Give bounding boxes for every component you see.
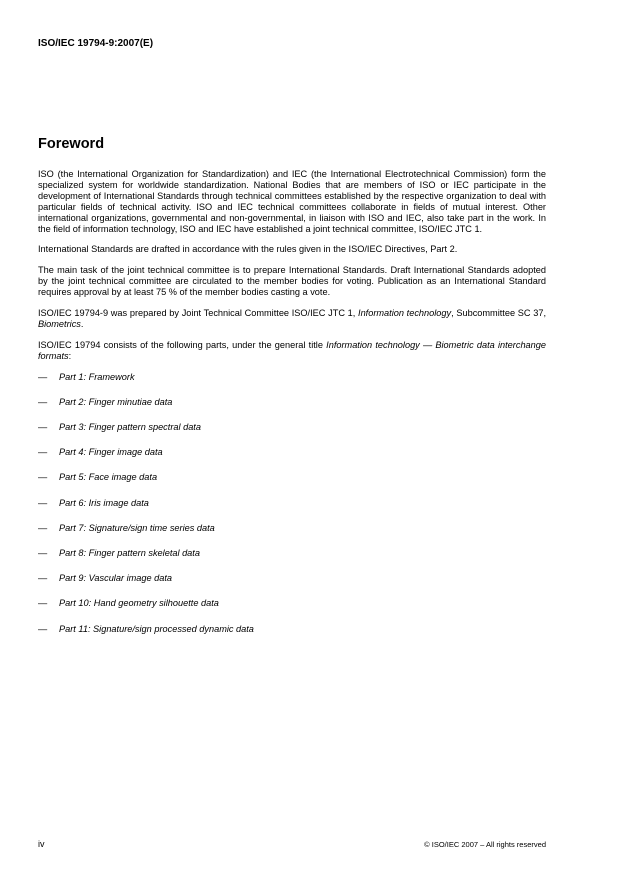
paragraph-prepared-by [38, 308, 546, 330]
copyright-notice: © ISO/IEC 2007 – All rights reserved [424, 840, 546, 849]
list-item [38, 447, 546, 472]
dash: — [38, 472, 48, 483]
part-title: Part 5: Face image data [59, 472, 158, 483]
list-item [38, 472, 546, 497]
subcommittee-name: Biometrics [38, 318, 81, 329]
list-item [38, 573, 546, 598]
part-title: Part 11: Signature/sign processed dynamic data [59, 623, 254, 634]
part-title: Part 3: Finger pattern spectral data [59, 422, 201, 433]
page-number: iv [38, 839, 45, 849]
parts-list [38, 372, 546, 649]
paragraph-directives: International Standards are drafted in accordance with the rules given in the ISO/IEC Directives, Part 2. [38, 244, 458, 255]
list-item [38, 598, 546, 623]
list-item [38, 372, 546, 397]
dash: — [38, 623, 48, 634]
part-title: Part 7: Signature/sign time series data [59, 522, 215, 533]
list-item [38, 397, 546, 422]
dash: — [38, 447, 48, 458]
part-title: Part 4: Finger image data [59, 447, 163, 458]
dash: — [38, 396, 48, 407]
dash: — [38, 573, 48, 584]
subcommittee-text: , Subcommittee SC 37, [451, 308, 546, 319]
parts-intro-text: ISO/IEC 19794 consists of the following parts, under the general title [38, 339, 327, 350]
dash: — [38, 422, 48, 433]
part-title: Part 2: Finger minutiae data [59, 396, 173, 407]
document-id: ISO/IEC 19794-9:2007(E) [38, 38, 154, 49]
part-title: Part 6: Iris image data [59, 497, 149, 508]
paragraph-main-task: The main task of the joint technical committee is to prepare International Standards. Draft International Standards adopted by the joint technical committee are circulated to the member bodies for voting. Publication as an International Standard requires approval by at least 75 % of the member bodies casting a vote. [38, 265, 546, 298]
colon: : [68, 350, 72, 361]
part-title: Part 9: Vascular image data [59, 573, 173, 584]
dash: — [38, 598, 48, 609]
dash: — [38, 522, 48, 533]
dash: — [38, 371, 48, 382]
part-title: Part 8: Finger pattern skeletal data [59, 548, 200, 558]
paragraph-parts-intro [38, 340, 546, 362]
foreword-body [38, 169, 546, 649]
dash: — [38, 548, 48, 558]
list-item [38, 422, 546, 447]
period: . [80, 318, 84, 329]
part-title: Part 10: Hand geometry silhouette data [59, 598, 219, 609]
committee-name: Information technology [358, 308, 452, 319]
prepared-by-text: ISO/IEC 19794-9 was prepared by Joint Technical Committee ISO/IEC JTC 1, [38, 308, 359, 319]
dash: — [38, 497, 48, 508]
list-item [38, 624, 546, 649]
general-title: Information technology — Biometric data interchange formats [38, 339, 546, 361]
list-item [38, 548, 546, 573]
list-item [38, 523, 546, 548]
list-item [38, 498, 546, 523]
paragraph-organizations: ISO (the International Organization for Standardization) and IEC (the International Electrotechnical Commission) form the specialized system for worldwide standardization. National Bodies that are members of ISO or IEC participate in the development of International Standards through technical committees established by the respective organization to deal with particular fields of technical activity. ISO and IEC technical committees collaborate in fields of mutual interest. Other international organizations, governmental and non-governmental, in liaison with ISO and IEC, also take part in the work. In the field of information technology, ISO and IEC have established a joint technical committee, ISO/IEC JTC 1. [38, 169, 546, 234]
page-title: Foreword [38, 136, 105, 152]
part-title: Part 1: Framework [59, 371, 135, 382]
